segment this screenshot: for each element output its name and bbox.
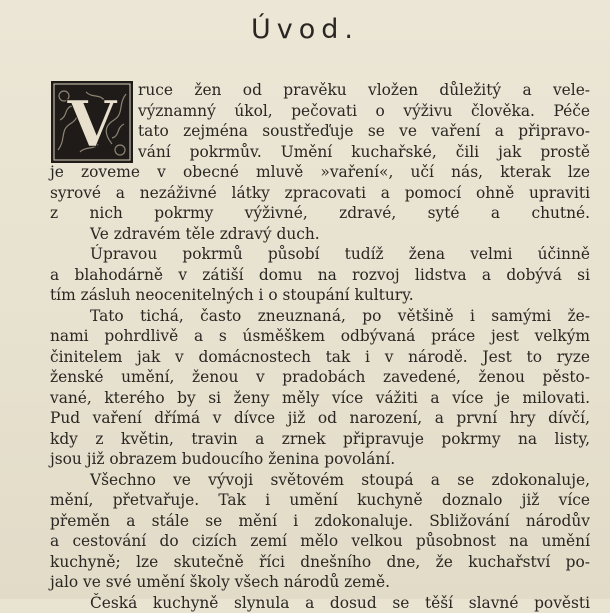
text-line: z nich pokrmy výživné, zdravé, syté a chutné. <box>50 203 590 224</box>
text-line: jalo ve své umění školy všech národů země. <box>50 572 590 593</box>
text-line: Česká kuchyně slynula a dosud se těší slavné pověsti <box>50 593 590 613</box>
text-line: Ve zdravém těle zdravý duch. <box>50 224 590 245</box>
text-line: Úpravou pokrmů působí tudíž žena velmi účinně <box>50 244 590 265</box>
text-line: mění, přetvařuje. Tak i umění kuchyně doznalo již více <box>50 490 590 511</box>
text-line: a cestování do cizích zemí mělo velkou působnost na umění <box>50 531 590 552</box>
text-line: významný úkol, pečovati o výživu člověka. Péče <box>50 101 590 122</box>
text-line: ruce žen od pravěku vložen důležitý a vele- <box>50 80 590 101</box>
text-line: nami pohrdlivě a s úsměškem odbývaná práce jest velkým <box>50 326 590 347</box>
text-line: přeměn a stále se mění i zdokonaluje. Sbližování národův <box>50 511 590 532</box>
text-line: Tato tichá, často zneuznaná, po většině i samými že- <box>50 306 590 327</box>
chapter-title: Úvod. <box>0 14 610 45</box>
text-line: Všechno ve vývoji světovém stoupá a se zdokonaluje, <box>50 470 590 491</box>
dropcap-letter: V <box>66 87 118 162</box>
text-line: ženské umění, ženou v pradobách zavedené, ženou pěsto- <box>50 367 590 388</box>
text-line: je zoveme v obecné mluvě »vaření«, učí nás, kterak lze <box>50 162 590 183</box>
ornamental-dropcap-v <box>50 80 134 164</box>
text-line: činitelem jak v domácnostech tak i v národě. Jest to ryze <box>50 347 590 368</box>
text-line: tato zejména soustřeďuje se ve vaření a připravo- <box>50 121 590 142</box>
text-line: syrové a nezáživné látky zpracovati a pomocí ohně upraviti <box>50 183 590 204</box>
text-line: a blahodárně v zátiší domu na rozvoj lidstva a dobývá si <box>50 265 590 286</box>
text-line: Pud vaření dřímá v dívce již od narození, a první hry dívčí, <box>50 408 590 429</box>
text-line: vané, kterého by si ženy měly více vážiti a více je milovati. <box>50 388 590 409</box>
text-line: kuchyně; lze skutečně říci dnešního dne, že kuchařství po- <box>50 552 590 573</box>
body-text <box>50 80 590 613</box>
text-line: tím zásluh neocenitelných i o stoupání kultury. <box>50 285 590 306</box>
text-line: jsou již obrazem budoucího ženina povolání. <box>50 449 590 470</box>
text-line: vání pokrmův. Umění kuchařské, čili jak prostě <box>50 142 590 163</box>
text-line: kdy z květin, travin a zrnek připravuje pokrmy na listy, <box>50 429 590 450</box>
